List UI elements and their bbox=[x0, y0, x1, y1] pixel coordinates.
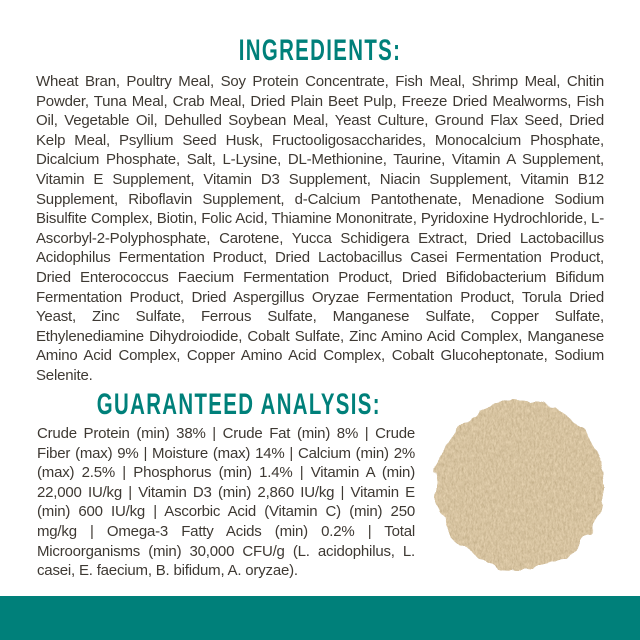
ingredients-heading: INGREDIENTS: bbox=[238, 34, 402, 67]
pellet-pile-photo bbox=[430, 395, 610, 575]
guaranteed-analysis-text: Crude Protein (min) 38% | Crude Fat (min) 8% | Crude Fiber (max) 9% | Moisture (max) 14% | Calcium (min) 2% (max) 2.5% | Phosphorus (min) 1.4% | Vitamin A (min) 22,000 IU/kg | Vitamin D3 (min) 2,860 IU/kg | Vitamin E (min) 600 IU/kg | Ascorbic Acid (Vitamin C) (min) 250 mg/kg | Omega-3 Fatty Acids (min) 0.2% | Total Microorganisms (min) 30,000 CFU/g (L. acidophilus, L. casei, E. faecium, B. bifidum, A. oryzae). bbox=[37, 425, 415, 580]
pellet-pile-shape bbox=[436, 401, 604, 569]
bottom-accent-bar bbox=[0, 596, 640, 640]
ingredients-text: Wheat Bran, Poultry Meal, Soy Protein Concentrate, Fish Meal, Shrimp Meal, Chitin Powder, Tuna Meal, Crab Meal, Dried Plain Beet Pulp, Freeze Dried Mealworms, Fish Oil, Vegetable Oil, Dehulled Soybean Meal, Yeast Culture, Ground Flax Seed, Dried Kelp Meal, Psyllium Seed Husk, Fructooligosaccharides, Monocalcium Phosphate, Dicalcium Phosphate, Salt, L-Lysine, DL-Methionine, Taurine, Vitamin A Supplement, Vitamin E Supplement, Vitamin D3 Supplement, Niacin Supplement, Vitamin B12 Supplement, Riboflavin Supplement, d-Calcium Pantothenate, Menadione Sodium Bisulfite Complex, Biotin, Folic Acid, Thiamine Mononitrate, Pyridoxine Hydrochloride, L-Ascorbyl-2-Polyphosphate, Carotene, Yucca Schidigera Extract, Dried Lactobacillus Acidophilus Fermentation Product, Dried Lactobacillus Casei Fermentation Product, Dried Enterococcus Faecium Fermentation Product, Dried Bifidobacterium Bifidum Fermentation Product, Dried Aspergillus Oryzae Fermentation Product, Torula Dried Yeast, Zinc Sulfate, Ferrous Sulfate, Manganese Sulfate, Copper Sulfate, Ethylenediamine Dihydroiodide, Cobalt Sulfate, Zinc Amino Acid Complex, Manganese Amino Acid Complex, Copper Amino Acid Complex, Cobalt Glucoheptonate, Sodium Selenite. bbox=[36, 73, 604, 384]
guaranteed-analysis-heading: GUARANTEED ANALYSIS: bbox=[96, 388, 381, 421]
